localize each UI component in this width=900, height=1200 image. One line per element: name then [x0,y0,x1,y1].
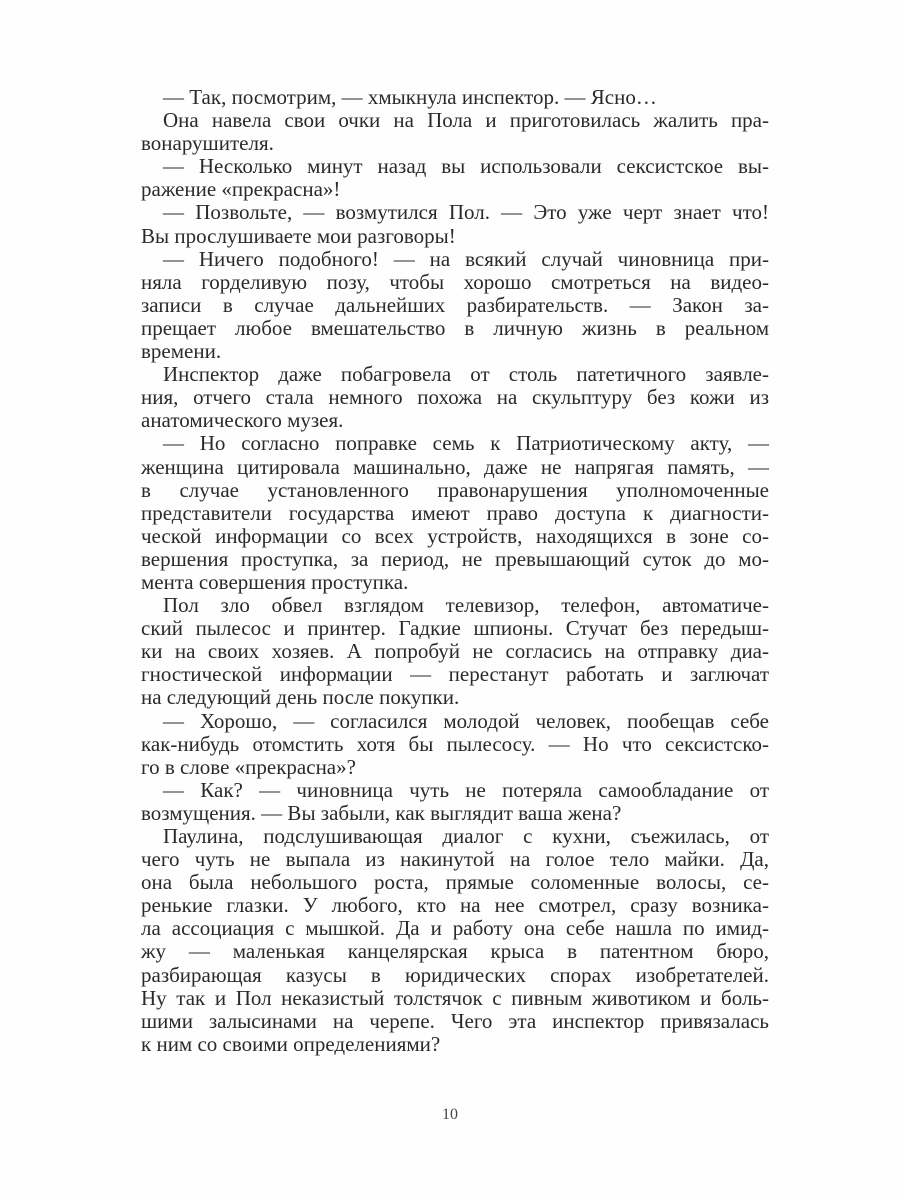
text-line: — Позвольте, — возмутился Пол. — Это уже черт знает что! [163,200,769,225]
text-line: ния, отчего стала немного похожа на скульптуру без кожи из [141,385,769,410]
text-line: — Но согласно поправке семь к Патриотическому акту, — [163,431,769,456]
text-line: анатомического музея. [141,408,344,433]
text-line: — Хорошо, — согласился молодой человек, пообещав себе [163,708,769,733]
text-line: прещает любое вмешательство в личную жизнь в реальном [141,315,769,340]
text-line: вершения проступка, за период, не превышающий суток до мо- [141,546,769,571]
text-line: Пол зло обвел взглядом телевизор, телефон, автоматиче- [163,593,769,618]
text-line: Паулина, подслушивающая диалог с кухни, съежилась, от [163,824,769,848]
text-line: — Так, посмотрим, — хмыкнула инспектор. — Ясно… [163,85,657,109]
text-line: в случае установленного правонарушения уполномоченные [141,477,769,502]
text-line: она была небольшого роста, прямые соломенные волосы, се- [141,870,769,895]
text-line: Инспектор даже побагровела от столь патетичного заявле- [163,362,769,387]
text-line: — Несколько минут назад вы использовали сексистское вы- [163,154,769,179]
text-line: вонарушителя. [141,131,274,156]
text-line: чего чуть не выпала из накинутой на голое тело майки. Да, [141,847,769,872]
text-line: мента совершения проступка. [141,569,409,594]
text-line: ла ассоциация с мышкой. Да и работу она себе нашла по имид- [141,916,769,941]
text-line: женщина цитировала машинально, даже не напрягая память, — [141,454,769,479]
text-line: ражение «прекрасна»! [141,177,341,202]
body-text [141,86,769,1056]
text-line: Вы прослушиваете мои разговоры! [141,223,456,248]
text-line: гностической информации — перестанут работать и заглючат [141,662,769,687]
text-line: представители государства имеют право доступа к диагности- [141,500,769,525]
text-line: Она навела свои очки на Пола и приготовилась жалить пра- [163,108,769,133]
text-line: — Ничего подобного! — на всякий случай чиновница при- [163,246,769,271]
text-line: — Как? — чиновница чуть не потеряла самообладание от [163,777,769,802]
text-line: жу — маленькая канцелярская крыса в патентном бюро, [141,939,769,964]
text-line: го в слове «прекрасна»? [141,754,356,779]
text-line: записи в случае дальнейших разбирательств. — Закон за- [141,292,769,317]
text-line: как-нибудь отомстить хотя бы пылесосу. — Но что сексистско- [141,731,769,756]
text-line: к ним со своими определениями? [141,1031,441,1056]
text-line: ки на своих хозяев. А попробуй не согласись на отправку диа- [141,639,769,664]
text-line: разбирающая казусы в юридических спорах изобретателей. [141,962,769,987]
text-line: Ну так и Пол неказистый толстячок с пивным животиком и боль- [141,985,769,1010]
text-line: времени. [141,339,222,364]
text-line: ренькие глазки. У любого, кто на нее смотрел, сразу возника- [141,893,769,918]
text-line: на следующий день после покупки. [141,685,460,710]
page-number: 10 [442,1106,458,1123]
text-line: няла горделивую позу, чтобы хорошо смотреться на видео- [141,269,769,294]
text-line: шими залысинами на черепе. Чего эта инспектор привязалась [141,1008,769,1033]
text-line: ческой информации со всех устройств, находящихся в зоне со- [141,523,769,548]
text-line: ский пылесос и принтер. Гадкие шпионы. Стучат без передыш- [141,616,769,641]
text-line: возмущения. — Вы забыли, как выглядит ваша жена? [141,800,622,825]
